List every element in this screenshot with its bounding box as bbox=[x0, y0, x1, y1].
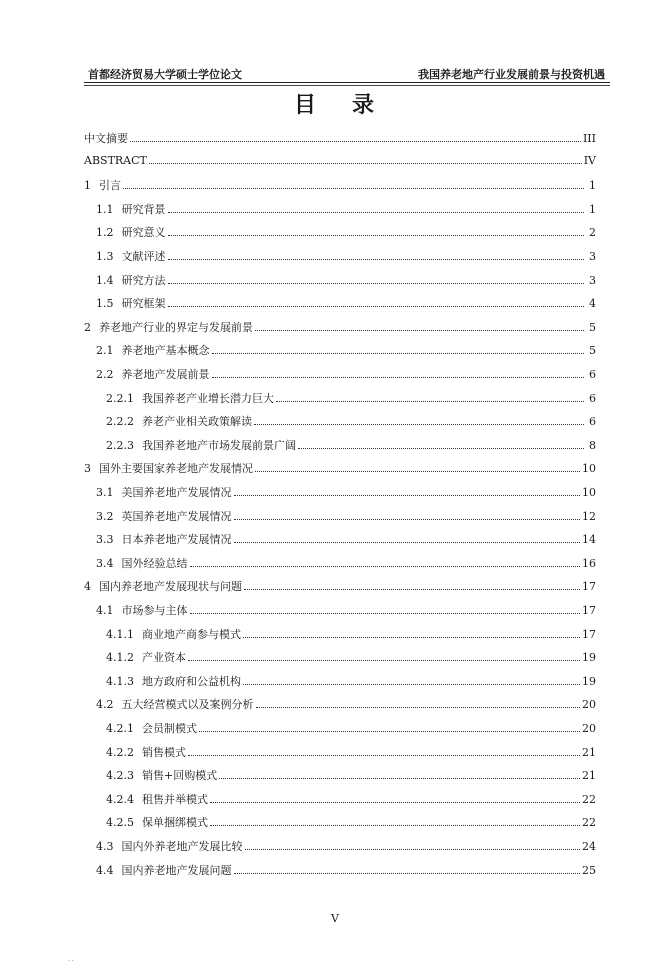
page-number: V bbox=[331, 912, 339, 925]
toc-entry-title: 养老地产基本概念 bbox=[121, 344, 210, 358]
dot-leader bbox=[219, 770, 580, 779]
toc-entry-label bbox=[106, 673, 241, 689]
toc-entry-number: 4.2.1 bbox=[106, 722, 134, 735]
toc-entry-page: III bbox=[582, 132, 596, 145]
toc-entry-number: 4.3 bbox=[96, 840, 114, 853]
toc-entry-label bbox=[96, 366, 210, 382]
toc-entry bbox=[106, 814, 596, 830]
toc-entry-number: 2 bbox=[84, 320, 91, 334]
toc-entry bbox=[106, 437, 596, 453]
toc-entry-label bbox=[106, 720, 197, 736]
toc-entry-title: 我国养老地产市场发展前景广阔 bbox=[142, 438, 296, 452]
toc-entry-number: 2.2.2 bbox=[106, 415, 134, 429]
dot-leader bbox=[188, 747, 580, 756]
toc-entry bbox=[96, 838, 596, 854]
dot-leader bbox=[210, 794, 580, 803]
toc-entry bbox=[96, 248, 596, 264]
toc-entry-number: 2.2.1 bbox=[106, 391, 134, 405]
toc-entry-page: 21 bbox=[582, 745, 596, 759]
toc-entry-label bbox=[96, 295, 166, 311]
toc-entry-label bbox=[84, 319, 253, 335]
toc-entry-title: 文献评述 bbox=[121, 250, 166, 263]
toc-entry-number: 1.2 bbox=[96, 226, 114, 240]
toc-entry bbox=[96, 555, 596, 571]
toc-entry-title: 国外主要国家养老地产发展情况 bbox=[99, 462, 253, 476]
toc-entry-label bbox=[106, 649, 186, 665]
dot-leader bbox=[188, 652, 580, 661]
dot-leader bbox=[256, 699, 581, 708]
toc-entry-title: 地方政府和公益机构 bbox=[142, 674, 241, 688]
toc-entry-label bbox=[96, 531, 232, 547]
toc-entry-label bbox=[84, 130, 128, 146]
title-char-1: 目 bbox=[293, 92, 318, 118]
toc-entry bbox=[96, 602, 596, 618]
toc-entry bbox=[96, 272, 596, 288]
toc-entry bbox=[84, 177, 596, 193]
toc-entry-number: 1.1 bbox=[96, 202, 114, 216]
toc-entry-page: 6 bbox=[589, 415, 596, 429]
dot-leader bbox=[212, 345, 585, 354]
running-header-left: 首都经济贸易大学硕士学位论文 bbox=[88, 68, 242, 81]
toc-entry-page: 21 bbox=[582, 769, 596, 783]
dot-leader bbox=[168, 227, 585, 236]
toc-entry-page: 10 bbox=[582, 462, 596, 476]
header-rule bbox=[84, 82, 610, 83]
toc-entry-title: 研究方法 bbox=[121, 273, 166, 287]
toc-entry-number: 4.2.4 bbox=[106, 792, 134, 806]
toc-entry-number: 4.1 bbox=[96, 604, 114, 617]
dot-leader bbox=[190, 558, 581, 567]
toc-entry-number: 1.4 bbox=[96, 273, 114, 287]
toc-entry-page: 6 bbox=[589, 391, 596, 405]
toc-entry bbox=[96, 366, 596, 382]
dot-leader bbox=[243, 629, 580, 638]
toc-entry-label bbox=[84, 460, 253, 476]
toc-entry-number: 3.1 bbox=[96, 486, 114, 499]
toc-entry-page: 2 bbox=[589, 226, 596, 240]
toc-entry-page: 25 bbox=[582, 863, 596, 877]
dot-leader bbox=[168, 275, 585, 284]
toc-entry bbox=[106, 626, 596, 642]
toc-entry-title: 产业资本 bbox=[142, 651, 186, 665]
toc-entry-number: 4.2.2 bbox=[106, 745, 134, 759]
toc-entry-title: 我国养老产业增长潜力巨大 bbox=[142, 391, 274, 405]
toc-entry-title: 英国养老地产发展情况 bbox=[121, 509, 232, 523]
toc-entry-page: 5 bbox=[589, 320, 596, 334]
toc-entry-label bbox=[84, 154, 147, 167]
dot-leader bbox=[212, 369, 585, 378]
toc-entry-page: 3 bbox=[589, 250, 596, 263]
toc-entry-page: 3 bbox=[589, 273, 596, 287]
toc-entry-page: 12 bbox=[582, 509, 596, 523]
toc-entry bbox=[96, 224, 596, 240]
dot-leader bbox=[190, 605, 581, 614]
toc-entry bbox=[84, 460, 596, 476]
toc-entry-title: ABSTRACT bbox=[84, 153, 147, 167]
toc-entry-label bbox=[106, 767, 217, 783]
dot-leader bbox=[254, 416, 584, 425]
toc-entry-label bbox=[96, 555, 188, 571]
toc-entry bbox=[106, 413, 596, 429]
toc-entry-page: 14 bbox=[582, 533, 596, 547]
dot-leader bbox=[199, 723, 580, 732]
toc-entry-title: 中文摘要 bbox=[84, 132, 128, 145]
toc-entry bbox=[84, 130, 596, 146]
toc-entry bbox=[96, 862, 596, 878]
toc-entry-page: 4 bbox=[589, 297, 596, 311]
dot-leader bbox=[168, 298, 585, 307]
toc-entry-title: 保单捆绑模式 bbox=[142, 816, 208, 830]
dot-leader bbox=[234, 534, 581, 543]
dot-leader bbox=[123, 180, 584, 189]
toc-entry-label bbox=[96, 838, 243, 854]
toc-entry-title: 会员制模式 bbox=[142, 722, 197, 735]
toc-entry-title: 研究背景 bbox=[121, 202, 166, 216]
title-char-2: 录 bbox=[352, 92, 377, 118]
toc-entry-page: 1 bbox=[589, 202, 596, 216]
toc-entry-title: 国外经验总结 bbox=[121, 556, 188, 570]
toc-entry-title: 养老产业相关政策解读 bbox=[142, 415, 252, 429]
toc-entry-title: 研究框架 bbox=[121, 297, 166, 311]
toc-entry-number: 4.2 bbox=[96, 698, 114, 712]
dot-leader bbox=[234, 865, 581, 874]
toc-entry-label bbox=[96, 201, 166, 217]
toc-entry-number: 1.3 bbox=[96, 250, 114, 263]
dot-leader bbox=[276, 393, 584, 402]
toc-entry-page: 22 bbox=[582, 816, 596, 830]
toc-entry-label bbox=[84, 578, 242, 594]
toc-entry bbox=[84, 319, 596, 335]
toc-entry-label bbox=[106, 626, 241, 642]
page-title bbox=[0, 88, 670, 119]
dot-leader bbox=[234, 487, 581, 496]
toc-entry-label bbox=[84, 177, 121, 193]
toc-entry-title: 日本养老地产发展情况 bbox=[121, 533, 232, 547]
toc-entry-page: 10 bbox=[582, 486, 596, 499]
toc-entry-number: 4 bbox=[84, 580, 91, 594]
toc-entry bbox=[84, 154, 596, 170]
toc-entry-number: 2.2.3 bbox=[106, 438, 134, 452]
dot-leader bbox=[149, 155, 582, 164]
toc-entry-title: 研究意义 bbox=[121, 226, 166, 240]
toc-entry bbox=[96, 342, 596, 358]
toc-entry-label bbox=[106, 791, 208, 807]
scan-specks: · · bbox=[68, 958, 74, 965]
toc-entry-title: 销售+回购模式 bbox=[142, 769, 218, 783]
toc-entry-page: 16 bbox=[582, 556, 596, 570]
toc-entry-page: 17 bbox=[582, 604, 596, 617]
toc-entry-label bbox=[96, 272, 166, 288]
toc-entry-label bbox=[106, 390, 274, 406]
toc-entry-label bbox=[106, 437, 296, 453]
dot-leader bbox=[244, 581, 580, 590]
toc-entry-label bbox=[96, 696, 254, 712]
toc-entry-number: 2.1 bbox=[96, 344, 114, 358]
dot-leader bbox=[298, 440, 584, 449]
toc-entry bbox=[106, 649, 596, 665]
toc-entry-title: 商业地产商参与模式 bbox=[142, 627, 241, 641]
toc-entry bbox=[106, 791, 596, 807]
toc-entry-title: 国内养老地产发展问题 bbox=[121, 863, 232, 877]
toc-entry bbox=[106, 767, 596, 783]
toc-entry-number: 1 bbox=[84, 179, 91, 193]
toc-entry-number: 3.4 bbox=[96, 556, 114, 570]
toc-entry-number: 4.2.5 bbox=[106, 816, 134, 830]
toc-entry-title: 国内外养老地产发展比较 bbox=[121, 840, 243, 853]
dot-leader bbox=[168, 251, 585, 260]
toc-entry-page: 6 bbox=[589, 368, 596, 381]
dot-leader bbox=[255, 322, 584, 331]
toc-entry bbox=[84, 578, 596, 594]
toc-entry bbox=[106, 744, 596, 760]
toc-entry-page: 19 bbox=[582, 674, 596, 688]
toc-entry-number: 3 bbox=[84, 462, 91, 476]
toc-entry-number: 3.3 bbox=[96, 533, 114, 547]
dot-leader bbox=[168, 204, 585, 213]
toc-entry-number: 4.4 bbox=[96, 863, 114, 877]
toc-entry-number: 4.1.2 bbox=[106, 651, 134, 665]
toc-entry-page: 22 bbox=[582, 792, 596, 806]
toc-entry-label bbox=[96, 862, 232, 878]
toc-entry bbox=[96, 531, 596, 547]
toc-entry-label bbox=[106, 744, 186, 760]
toc-entry-title: 销售模式 bbox=[142, 745, 186, 759]
toc-entry-title: 美国养老地产发展情况 bbox=[121, 486, 232, 499]
toc-entry bbox=[106, 673, 596, 689]
dot-leader bbox=[130, 133, 581, 142]
toc-entry bbox=[96, 508, 596, 524]
toc-entry-page: 19 bbox=[582, 651, 596, 665]
dot-leader bbox=[245, 841, 581, 850]
dot-leader bbox=[234, 511, 581, 520]
dot-leader bbox=[255, 463, 580, 472]
toc-entry-number: 4.2.3 bbox=[106, 769, 134, 783]
toc-entry-page: 5 bbox=[589, 344, 596, 358]
toc-entry-page: 17 bbox=[582, 580, 596, 594]
toc-entry-page: 17 bbox=[582, 627, 596, 641]
toc-entry-label bbox=[106, 413, 252, 429]
toc-entry-number: 4.1.3 bbox=[106, 674, 134, 688]
toc-entry-title: 引言 bbox=[99, 179, 121, 193]
toc-entry-page: 20 bbox=[582, 722, 596, 735]
toc-entry-page: 1 bbox=[589, 179, 596, 193]
toc-entry-title: 国内养老地产发展现状与问题 bbox=[99, 580, 242, 594]
toc-entry-title: 养老地产行业的界定与发展前景 bbox=[99, 320, 253, 334]
dot-leader bbox=[243, 676, 580, 685]
toc-entry-label bbox=[96, 602, 188, 618]
running-header-right: 我国养老地产行业发展前景与投资机遇 bbox=[418, 68, 605, 81]
toc-entry-title: 市场参与主体 bbox=[121, 604, 188, 617]
toc-entry-page: IV bbox=[583, 153, 596, 167]
toc-entry-label bbox=[96, 484, 232, 500]
toc-entry-title: 五大经营模式以及案例分析 bbox=[121, 698, 254, 712]
toc-entry-page: 20 bbox=[582, 698, 596, 712]
toc-entry-number: 2.2 bbox=[96, 368, 114, 381]
toc-entry-number: 1.5 bbox=[96, 297, 114, 311]
toc-entry-label bbox=[106, 814, 208, 830]
toc-entry bbox=[106, 390, 596, 406]
dot-leader bbox=[210, 817, 580, 826]
toc-entry bbox=[96, 696, 596, 712]
toc-entry bbox=[106, 720, 596, 736]
toc-entry-number: 4.1.1 bbox=[106, 627, 134, 641]
toc-entry bbox=[96, 484, 596, 500]
header-rule-thin bbox=[84, 85, 610, 86]
toc-entry-page: 24 bbox=[582, 840, 596, 853]
toc-entry-label bbox=[96, 342, 210, 358]
toc-entry-label bbox=[96, 508, 232, 524]
toc-entry-label bbox=[96, 224, 166, 240]
toc-entry-title: 租售并举模式 bbox=[142, 792, 208, 806]
toc-entry-page: 8 bbox=[589, 438, 596, 452]
toc-entry bbox=[96, 201, 596, 217]
toc-entry-number: 3.2 bbox=[96, 509, 114, 523]
toc-entry-label bbox=[96, 248, 166, 264]
toc-entry-title: 养老地产发展前景 bbox=[121, 368, 210, 381]
toc-entry bbox=[96, 295, 596, 311]
